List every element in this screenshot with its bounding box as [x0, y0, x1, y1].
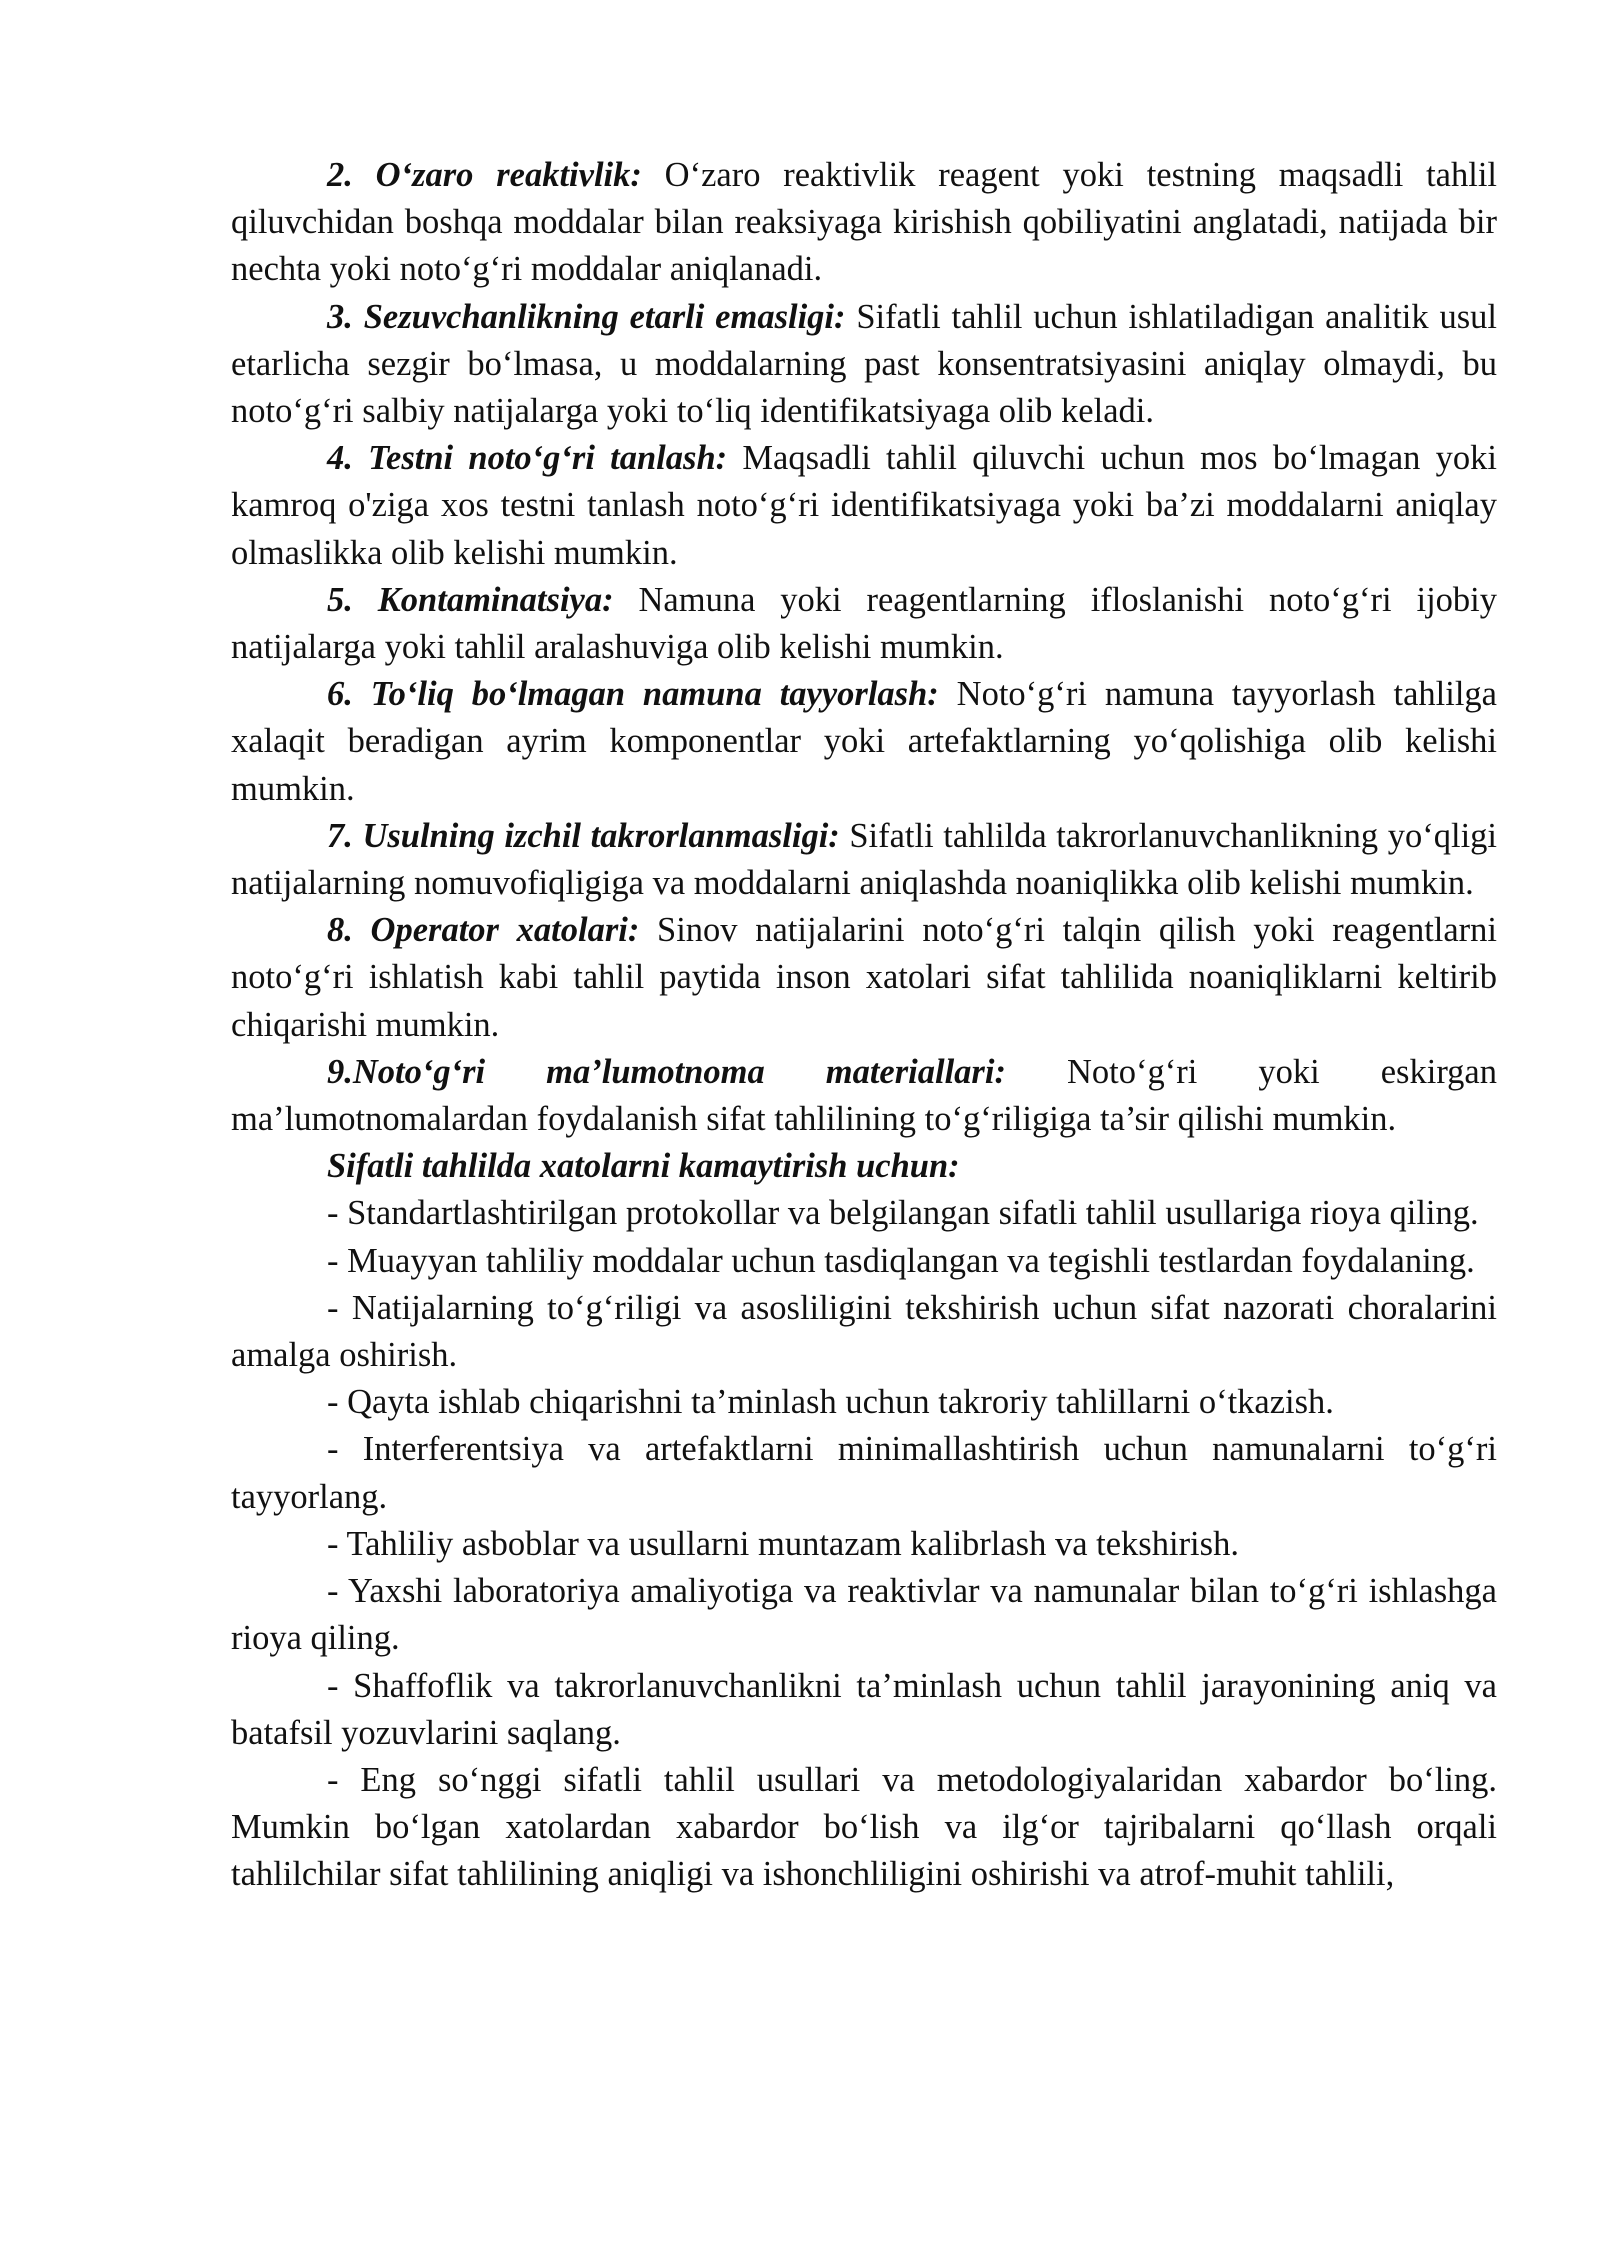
- document-page: [231, 152, 1497, 1899]
- section-heading: Sifatli tahlilda xatolarni kamaytirish uchun:: [327, 1147, 960, 1186]
- term: 5. Kontaminatsiya:: [327, 580, 614, 619]
- term: 6. To‘liq bo‘lmagan namuna tayyorlash:: [327, 675, 939, 714]
- term: 9.Noto‘g‘ri ma’lumotnoma materiallari:: [327, 1052, 1006, 1091]
- term: 2. O‘zaro reaktivlik:: [327, 156, 642, 194]
- list-item: - Tahliliy asboblar va usullarni muntazam kalibrlash va tekshirish.: [327, 1524, 1239, 1563]
- paragraph-text: Noto‘g‘ri namuna tayyorlash tahlilga xalaqit beradigan ayrim komponentlar yoki artefaktlarning yo‘qolishiga olib kelishi mumkin.: [231, 675, 1497, 808]
- term: 3. Sezuvchanlikning etarli emasligi:: [327, 297, 846, 336]
- paragraph-text: Namuna yoki reagentlarning ifloslanishi noto‘g‘ri ijobiy natijalarga yoki tahlil aralashuviga olib kelishi mumkin.: [231, 580, 1498, 667]
- term: 7. Usulning izchil takrorlanmasligi:: [327, 816, 840, 855]
- list-item: - Qayta ishlab chiqarishni ta’minlash uchun takroriy tahlillarni o‘tkazish.: [327, 1383, 1334, 1422]
- paragraph-text: Noto‘g‘ri yoki eskirgan ma’lumotnomalardan foydalanish sifat tahlilining to‘g‘riligiga ta’sir qilishi mumkin.: [231, 1052, 1497, 1139]
- paragraph-operator-errors: [231, 907, 1497, 1049]
- paragraph-text: O‘zaro reaktivlik reagent yoki testning maqsadli tahlil qiluvchidan boshqa moddalar bilan reaksiyaga kirishish qobiliyatini anglatadi, natijada bir nechta yoki noto‘g‘ri moddalar aniqlanadi.: [231, 156, 1498, 289]
- list-item: - Shaffoflik va takrorlanuvchanlikni ta’minlash uchun tahlil jarayonining aniq va batafsil yozuvlarini saqlang.: [231, 1666, 1497, 1752]
- list-item: - Muayyan tahliliy moddalar uchun tasdiqlangan va tegishli testlardan foydalaning.: [327, 1241, 1475, 1280]
- paragraph-incomplete-sample-prep: [231, 671, 1497, 813]
- paragraph-method-reproducibility: [231, 813, 1497, 907]
- paragraph-cross-reactivity: [231, 152, 1497, 294]
- list-item: - Interferentsiya va artefaktlarni minimallashtirish uchun namunalarni to‘g‘ri tayyorlang.: [231, 1430, 1497, 1516]
- list-item: - Eng so‘nggi sifatli tahlil usullari va metodologiyalaridan xabardor bo‘ling. Mumkin bo‘lgan xatolardan xabardor bo‘lish va ilg‘or tajribalarni qo‘llash orqali tahlilchilar sifat tahlilining aniqligi va ishonchliligini oshirishi va atrof-muhit tahlili,: [231, 1760, 1497, 1894]
- paragraph-text: Sifatli tahlil uchun ishlatiladigan analitik usul etarlicha sezgir bo‘lmasa, u moddalarning past konsentratsiyasini aniqlay olmaydi, bu noto‘g‘ri salbiy natijalarga yoki to‘liq identifikatsiyaga olib keladi.: [231, 297, 1497, 431]
- paragraph-wrong-test-selection: [231, 435, 1497, 577]
- paragraph-text: Maqsadli tahlil qiluvchi uchun mos bo‘lmagan yoki kamroq o'ziga xos testni tanlash noto‘g‘ri identifikatsiyaga yoki ba’zi moddalarni aniqlay olmaslikka olib kelishi mumkin.: [231, 439, 1497, 572]
- paragraph-text: Sifatli tahlilda takrorlanuvchanlikning yo‘qligi natijalarning nomuvofiqligiga va moddalarni aniqlashda noaniqlikka olib kelishi mumkin.: [231, 816, 1497, 903]
- list-item: - Natijalarning to‘g‘riligi va asosliligini tekshirish uchun sifat nazorati choralarini amalga oshirish.: [231, 1288, 1497, 1375]
- paragraph-text: Sinov natijalarini noto‘g‘ri talqin qilish yoki reagentlarni noto‘g‘ri ishlatish kabi tahlil paytida inson xatolari sifat tahlilida noaniqliklarni keltirib chiqarishi mumkin.: [231, 911, 1497, 1044]
- paragraph-contamination: [231, 577, 1497, 671]
- paragraph-insufficient-sensitivity: [231, 294, 1497, 436]
- term: 4. Testni noto‘g‘ri tanlash:: [327, 439, 728, 478]
- paragraph-reference-materials: [231, 1049, 1497, 1143]
- term: 8. Operator xatolari:: [327, 911, 640, 950]
- list-item: - Standartlashtirilgan protokollar va belgilangan sifatli tahlil usullariga rioya qiling.: [327, 1194, 1479, 1233]
- list-item: - Yaxshi laboratoriya amaliyotiga va reaktivlar va namunalar bilan to‘g‘ri ishlashga rioya qiling.: [231, 1572, 1497, 1658]
